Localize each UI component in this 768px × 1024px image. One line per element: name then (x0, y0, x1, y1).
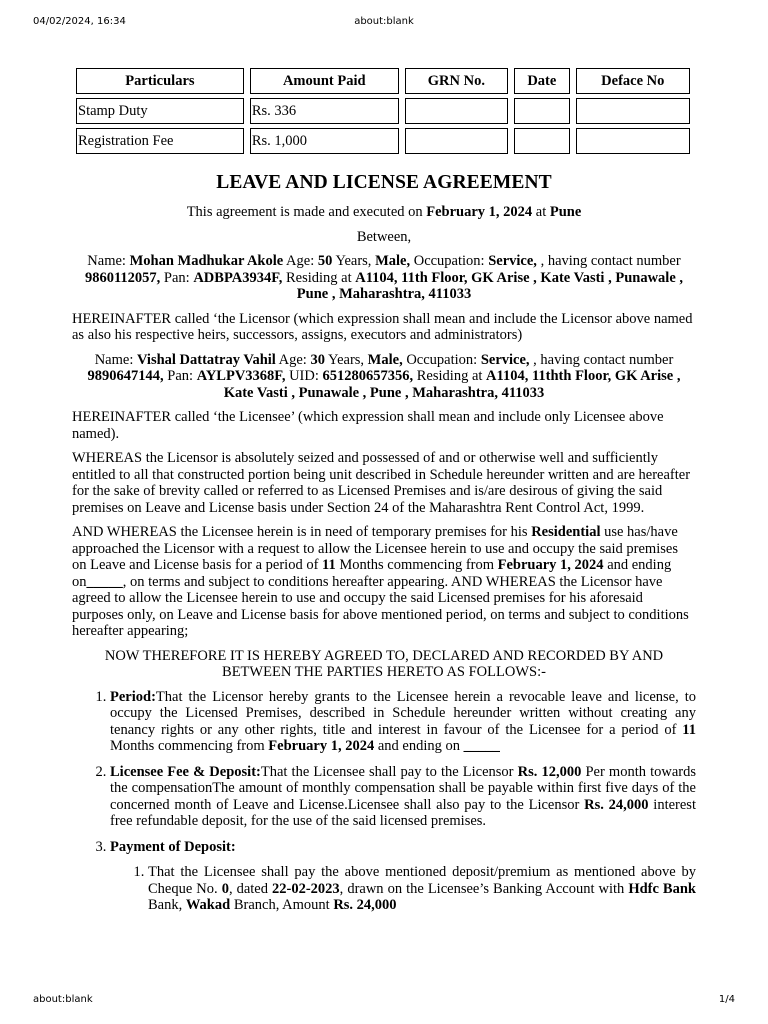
table-cell (576, 128, 690, 154)
licensee-clause: HEREINAFTER called ‘the Licensee’ (which expression shall mean and include only Licensee above named). (72, 409, 664, 442)
table-cell: Rs. 336 (250, 98, 399, 124)
whereas-paragraph-1: WHEREAS the Licensor is absolutely seized and possessed of and or otherwise well and sufficiently entitled to all that constructed portion being unit described in Schedule hereunder written and are hereafter for the sake of brevity called or referred to as Licensed Premises and is/are desirous of giving the said premises on Leave and License basis under Section 24 of the Maharashtra Rent Control Act, 1999. (72, 450, 691, 516)
table-row (76, 128, 690, 154)
table-cell (405, 98, 508, 124)
col-amount-paid: Amount Paid (250, 68, 399, 94)
table-cell (576, 98, 690, 124)
agreed-declaration: NOW THEREFORE IT IS HEREBY AGREED TO, DECLARED AND RECORDED BY AND BETWEEN THE PARTIES HERETO AS FOLLOWS:- (104, 647, 664, 680)
table-cell (514, 128, 569, 154)
print-page-number: 1/4 (718, 994, 735, 1005)
agreement-date: February 1, 2024 (426, 204, 533, 220)
col-date: Date (514, 68, 569, 94)
clause-fee-deposit: 2. Licensee Fee & Deposit:That the Licensee shall pay to the Licensor Rs. 12,000 Per month towards the compensationThe amount of monthly compensation shall be payable within first five days of the concerned month of Leave and License.Licensee shall also pay to the Licensor Rs. 24,000 interest free refundable deposit, for the use of the said licensed premises. (110, 764, 696, 830)
table-cell: Registration Fee (76, 128, 244, 154)
fees-header-row (76, 68, 690, 94)
document-page (72, 64, 696, 923)
licensor-details: Name: Mohan Madhukar Akole Age: 50 Years, Male, Occupation: Service, , having contact number 9860112057, Pan: ADBPA3934F, Residing at A1104, 11th Floor, GK Arise , Kate Vasti , Punawale , Pune , Maharashtra, 411033 (84, 253, 684, 302)
agreement-place: Pune (549, 204, 582, 220)
table-row (76, 98, 690, 124)
whereas-paragraph-2: AND WHEREAS the Licensee herein is in need of temporary premises for his Residential use has/have approached the Licensor with a request to allow the Licensee herein to use and occupy the said premises on Leave and License basis for a period of 11 Months commencing from February 1, 2024 and ending on_____, on terms and subject to conditions hereafter appearing. AND WHEREAS the Licensor have agreed to allow the Licensee herein to use and occupy the said Licensed premises for his aforesaid purposes only, on Leave and License basis for above mentioned period, on terms and subject to conditions hereafter appearing; (72, 524, 689, 639)
col-particulars: Particulars (76, 68, 244, 94)
licensee-details: Name: Vishal Dattatray Vahil Age: 30 Years, Male, Occupation: Service, , having contact number 9890647144, Pan: AYLPV3368F, UID: 651280657356, Residing at A1104, 11thth Floor, GK Arise , Kate Vasti , Punawale , Pune , Maharashtra, 411033 (87, 351, 681, 401)
print-url-bottom: about:blank (33, 994, 93, 1005)
payment-subclause-1: 1. That the Licensee shall pay the above mentioned deposit/premium as mentioned above by Cheque No. 0, dated 22-02-2023, drawn on the Licensee’s Banking Account with Hdfc Bank Bank, Wakad Branch, Amount Rs. 24,000 (148, 864, 696, 914)
print-url-top: about:blank (354, 16, 414, 27)
clause-period: 1. Period:That the Licensor hereby grants to the Licensee herein a revocable leave and license, to occupy the Licensed Premises, described in Schedule hereunder written without creating any tenancy rights or any other rights, title and interest in favour of the Licensee for a period of 11 Months commencing from February 1, 2024 and ending on _____ (110, 689, 696, 755)
table-cell (514, 98, 569, 124)
document-title: LEAVE AND LICENSE AGREEMENT (216, 172, 552, 193)
table-cell: Stamp Duty (76, 98, 244, 124)
col-grn-no: GRN No. (405, 68, 508, 94)
table-cell: Rs. 1,000 (250, 128, 399, 154)
licensor-clause: HEREINAFTER called ‘the Licensor (which expression shall mean and include the Licensor above named as also his respective heirs, successors, assigns, executors and administrators) (72, 310, 693, 343)
print-datetime: 04/02/2024, 16:34 (33, 16, 126, 27)
clauses-list (72, 689, 696, 914)
payment-sublist (110, 864, 696, 914)
table-cell (405, 128, 508, 154)
clause-payment-of-deposit: 3. Payment of Deposit: 1. That the Licensee shall pay the above mentioned deposit/premium as mentioned above by Cheque No. 0, dated 22-02-2023, drawn on the Licensee’s Banking Account with Hdfc Bank Bank, Wakad Branch, Amount Rs. 24,000 (110, 839, 696, 914)
col-deface-no: Deface No (576, 68, 690, 94)
intro-line: This agreement is made and executed on February 1, 2024 at Pune (186, 204, 582, 220)
fees-table (70, 64, 696, 158)
between-line: Between, (356, 228, 412, 245)
